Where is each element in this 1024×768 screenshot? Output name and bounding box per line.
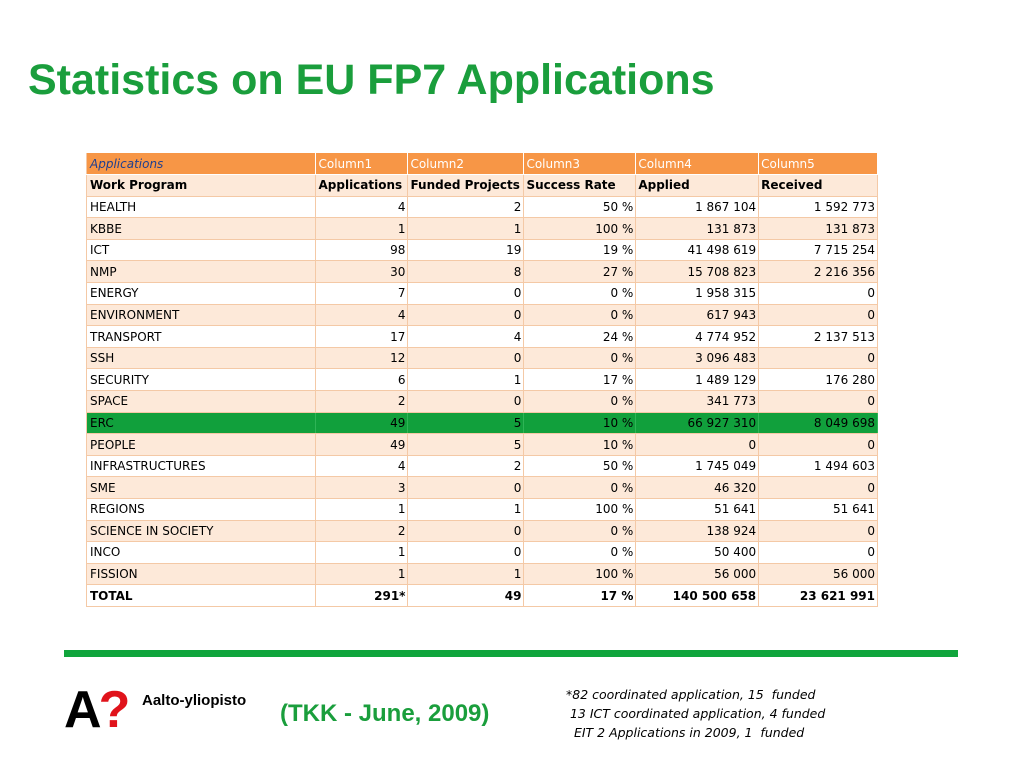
- table-cell: 1 745 049: [636, 455, 759, 477]
- table-cell: 50 %: [524, 455, 636, 477]
- table-cell: 7 715 254: [759, 239, 878, 261]
- table-cell: Column3: [524, 153, 636, 175]
- table-cell: 1 592 773: [759, 196, 878, 218]
- table-cell: 4: [316, 196, 408, 218]
- table-cell: 0: [408, 520, 524, 542]
- table-cell: Column5: [759, 153, 878, 175]
- table-row: [87, 196, 878, 218]
- table-cell: Received: [759, 175, 878, 197]
- table-cell: 0: [759, 347, 878, 369]
- table-cell: 100 %: [524, 218, 636, 240]
- table-cell: 2: [408, 196, 524, 218]
- table-cell: 176 280: [759, 369, 878, 391]
- table-cell: 27 %: [524, 261, 636, 283]
- table-cell: 0: [759, 391, 878, 413]
- table-cell: KBBE: [87, 218, 316, 240]
- table-cell: 2: [316, 520, 408, 542]
- table-cell: 98: [316, 239, 408, 261]
- table-cell: 2 216 356: [759, 261, 878, 283]
- table-cell: 10 %: [524, 434, 636, 456]
- table-cell: Column2: [408, 153, 524, 175]
- table-row: [87, 434, 878, 456]
- table-cell: 50 %: [524, 196, 636, 218]
- table-cell: 0: [408, 477, 524, 499]
- table-cell: 56 000: [759, 563, 878, 585]
- table-cell: 291*: [316, 585, 408, 607]
- table-cell: TRANSPORT: [87, 326, 316, 348]
- table-cell: 1: [316, 218, 408, 240]
- table-cell: NMP: [87, 261, 316, 283]
- table-cell: 0 %: [524, 391, 636, 413]
- table-cell: 100 %: [524, 499, 636, 521]
- page-title: Statistics on EU FP7 Applications: [28, 56, 715, 104]
- table-cell: 41 498 619: [636, 239, 759, 261]
- table-row: [87, 261, 878, 283]
- table-cell: Work Program: [87, 175, 316, 197]
- table-cell: 4: [408, 326, 524, 348]
- table-row: [87, 239, 878, 261]
- table-cell: 0: [408, 391, 524, 413]
- table-cell: 1: [408, 499, 524, 521]
- divider-rule: [64, 650, 958, 657]
- table-row: [87, 347, 878, 369]
- source-note: (TKK - June, 2009): [280, 700, 490, 727]
- table-cell: 50 400: [636, 542, 759, 564]
- table-cell: 19: [408, 239, 524, 261]
- table-row: [87, 542, 878, 564]
- footnote-line: EIT 2 Applications in 2009, 1 funded: [566, 725, 805, 740]
- table-row: [87, 455, 878, 477]
- table-cell: 0 %: [524, 347, 636, 369]
- table-cell: 0: [408, 283, 524, 305]
- table-cell: 1 958 315: [636, 283, 759, 305]
- table-cell: SCIENCE IN SOCIETY: [87, 520, 316, 542]
- table-cell: 0: [408, 304, 524, 326]
- table-cell: 1: [408, 369, 524, 391]
- table-cell: 6: [316, 369, 408, 391]
- table-cell: 2: [316, 391, 408, 413]
- table-cell: SME: [87, 477, 316, 499]
- aalto-logo-mark: A?: [64, 681, 128, 739]
- table-cell: Applied: [636, 175, 759, 197]
- table-cell: 49: [316, 434, 408, 456]
- table-cell: 1: [408, 563, 524, 585]
- table-cell: 15 708 823: [636, 261, 759, 283]
- table-cell: 19 %: [524, 239, 636, 261]
- table-cell: 1 867 104: [636, 196, 759, 218]
- table-row: [87, 499, 878, 521]
- table-cell: 4: [316, 455, 408, 477]
- statistics-table: [86, 153, 878, 607]
- table-row: [87, 391, 878, 413]
- table-cell: TOTAL: [87, 585, 316, 607]
- footnote-line: 13 ICT coordinated application, 4 funded: [566, 706, 826, 721]
- table-cell: 5: [408, 434, 524, 456]
- table-cell: 0 %: [524, 304, 636, 326]
- table-cell: 17: [316, 326, 408, 348]
- table-cell: 3 096 483: [636, 347, 759, 369]
- table-cell: 0: [759, 520, 878, 542]
- table-cell: 51 641: [636, 499, 759, 521]
- table-cell: 1 489 129: [636, 369, 759, 391]
- table-row: [87, 326, 878, 348]
- table-cell: 56 000: [636, 563, 759, 585]
- table-cell: 0 %: [524, 542, 636, 564]
- table-cell: 0: [759, 304, 878, 326]
- table-cell: 8: [408, 261, 524, 283]
- table-cell: 24 %: [524, 326, 636, 348]
- table-cell: 617 943: [636, 304, 759, 326]
- table-cell: 49: [408, 585, 524, 607]
- table-cell: 8 049 698: [759, 412, 878, 434]
- table-cell: FISSION: [87, 563, 316, 585]
- table-cell: 2 137 513: [759, 326, 878, 348]
- aalto-logo: [64, 681, 264, 739]
- table-cell: 1 494 603: [759, 455, 878, 477]
- table-cell: 341 773: [636, 391, 759, 413]
- table-row: [87, 477, 878, 499]
- table-cell: 0 %: [524, 520, 636, 542]
- table-cell: 30: [316, 261, 408, 283]
- table-cell: INFRASTRUCTURES: [87, 455, 316, 477]
- table-cell: 51 641: [759, 499, 878, 521]
- table-cell: 49: [316, 412, 408, 434]
- table-cell: Applications: [87, 153, 316, 175]
- table-cell: 0: [759, 434, 878, 456]
- table-cell: 1: [316, 563, 408, 585]
- table-row: [87, 412, 878, 434]
- table-total-row: [87, 585, 878, 607]
- table-cell: SECURITY: [87, 369, 316, 391]
- table-row: [87, 304, 878, 326]
- table-cell: HEALTH: [87, 196, 316, 218]
- table-cell: 0: [759, 283, 878, 305]
- table-row: [87, 520, 878, 542]
- table-cell: 131 873: [636, 218, 759, 240]
- table-cell: Funded Projects: [408, 175, 524, 197]
- table-cell: 3: [316, 477, 408, 499]
- table-cell: 0 %: [524, 283, 636, 305]
- table-cell: 0: [636, 434, 759, 456]
- table-cell: 17 %: [524, 369, 636, 391]
- table-cell: ERC: [87, 412, 316, 434]
- table-cell: 131 873: [759, 218, 878, 240]
- table-cell: INCO: [87, 542, 316, 564]
- table-subheader-row: [87, 175, 878, 197]
- table-cell: 0 %: [524, 477, 636, 499]
- table-row: [87, 369, 878, 391]
- table-cell: 2: [408, 455, 524, 477]
- table-cell: SSH: [87, 347, 316, 369]
- table-cell: ENERGY: [87, 283, 316, 305]
- table-cell: 140 500 658: [636, 585, 759, 607]
- table-row: [87, 283, 878, 305]
- table-cell: 0: [408, 347, 524, 369]
- table-cell: REGIONS: [87, 499, 316, 521]
- table-cell: 0: [759, 477, 878, 499]
- table-cell: Column1: [316, 153, 408, 175]
- footnotes: [566, 685, 825, 742]
- table-cell: 4 774 952: [636, 326, 759, 348]
- table-cell: 4: [316, 304, 408, 326]
- table-cell: Applications: [316, 175, 408, 197]
- table-cell: SPACE: [87, 391, 316, 413]
- table-cell: 23 621 991: [759, 585, 878, 607]
- table-cell: Success Rate: [524, 175, 636, 197]
- table-row: [87, 563, 878, 585]
- table-cell: 1: [408, 218, 524, 240]
- table-cell: Column4: [636, 153, 759, 175]
- footnote-line: *82 coordinated application, 15 funded: [566, 687, 816, 702]
- table-cell: ICT: [87, 239, 316, 261]
- table-header-row: [87, 153, 878, 175]
- aalto-logo-name: Aalto-yliopisto: [142, 692, 247, 709]
- table-cell: 1: [316, 542, 408, 564]
- table-cell: 138 924: [636, 520, 759, 542]
- table-cell: 5: [408, 412, 524, 434]
- table-cell: 66 927 310: [636, 412, 759, 434]
- table-cell: 1: [316, 499, 408, 521]
- table-cell: 17 %: [524, 585, 636, 607]
- table-row: [87, 218, 878, 240]
- table-cell: 10 %: [524, 412, 636, 434]
- table-cell: ENVIRONMENT: [87, 304, 316, 326]
- table-cell: PEOPLE: [87, 434, 316, 456]
- table-cell: 0: [408, 542, 524, 564]
- table-cell: 46 320: [636, 477, 759, 499]
- table-cell: 0: [759, 542, 878, 564]
- table-cell: 12: [316, 347, 408, 369]
- table-cell: 7: [316, 283, 408, 305]
- table-cell: 100 %: [524, 563, 636, 585]
